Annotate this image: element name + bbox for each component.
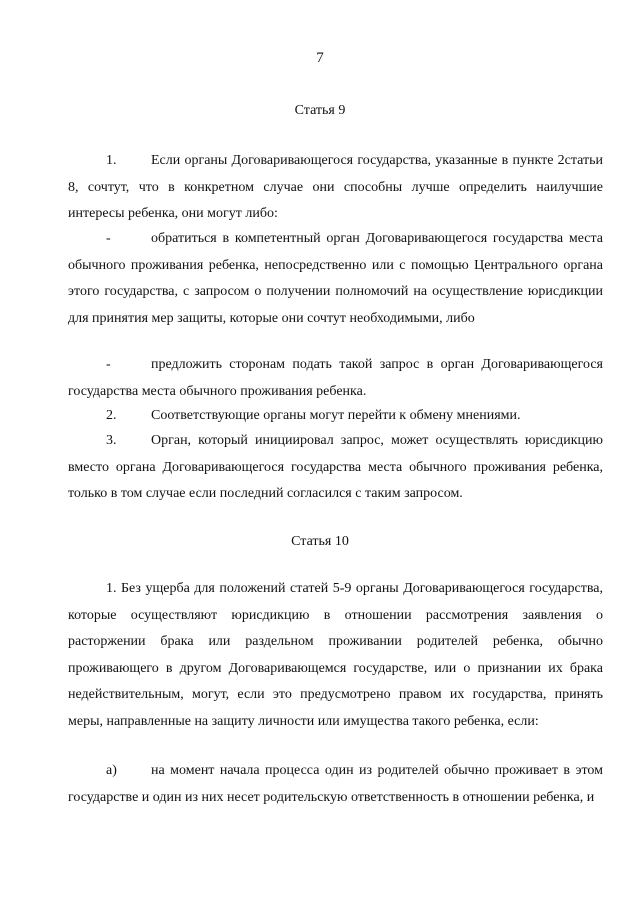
article-9-paragraph-1 — [68, 148, 603, 228]
paragraph-number: 1. — [106, 153, 117, 168]
article-10-item-a — [68, 758, 603, 811]
paragraph-number: 2. — [106, 408, 117, 423]
dash-item-text: предложить сторонам подать такой запрос в орган Договаривающегося государства места обычного проживания ребенка. — [68, 357, 603, 399]
dash-marker: - — [106, 231, 111, 246]
dash-marker: - — [106, 357, 111, 372]
article-9-paragraph-3 — [68, 428, 603, 508]
article-10-heading: Статья 10 — [291, 534, 349, 549]
dash-item-text: обратиться в компетентный орган Договаривающегося государства места обычного проживания ребенка, непосредственно или с помощью Центрального органа этого государства, с запросом о получении полномочий на осуществление юрисдикции для принятия мер защиты, которые они сочтут необходимыми, либо — [68, 231, 603, 326]
page-number: 7 — [316, 50, 324, 66]
article-9-dash-item-2 — [68, 352, 603, 405]
paragraph-text: Соответствующие органы могут перейти к обмену мнениями. — [151, 408, 521, 423]
article-9-heading: Статья 9 — [294, 103, 346, 118]
article-9-paragraph-2 — [68, 403, 603, 430]
item-text: на момент начала процесса один из родителей обычно проживает в этом государстве и один из них несет родительскую ответственность в отношении ребенка, и — [68, 763, 603, 805]
paragraph-text: Орган, который инициировал запрос, может осуществлять юрисдикцию вместо органа Договаривающегося государства места обычного проживания ребенка, только в том случае если последний согласился с таким запросом. — [68, 433, 603, 501]
paragraph-number: 3. — [106, 433, 117, 448]
item-letter: а) — [106, 763, 117, 778]
paragraph-text: Если органы Договаривающегося государства, указанные в пункте 2статьи 8, сочтут, что в конкретном случае они способны лучше определить наилучшие интересы ребенка, они могут либо: — [68, 153, 603, 221]
article-9-dash-item-1 — [68, 226, 603, 332]
article-10-paragraph-1: 1. Без ущерба для положений статей 5-9 органы Договаривающегося государства, которые осуществляют юрисдикцию в отношении рассмотрения заявления о расторжении брака или раздельном проживании родителей ребенка, обычно проживающего в другом Договаривающемся государстве, или о признании их брака недействительным, могут, если это предусмотрено правом их государства, принять меры, направленные на защиту личности или имущества такого ребенка, если: — [68, 581, 603, 729]
